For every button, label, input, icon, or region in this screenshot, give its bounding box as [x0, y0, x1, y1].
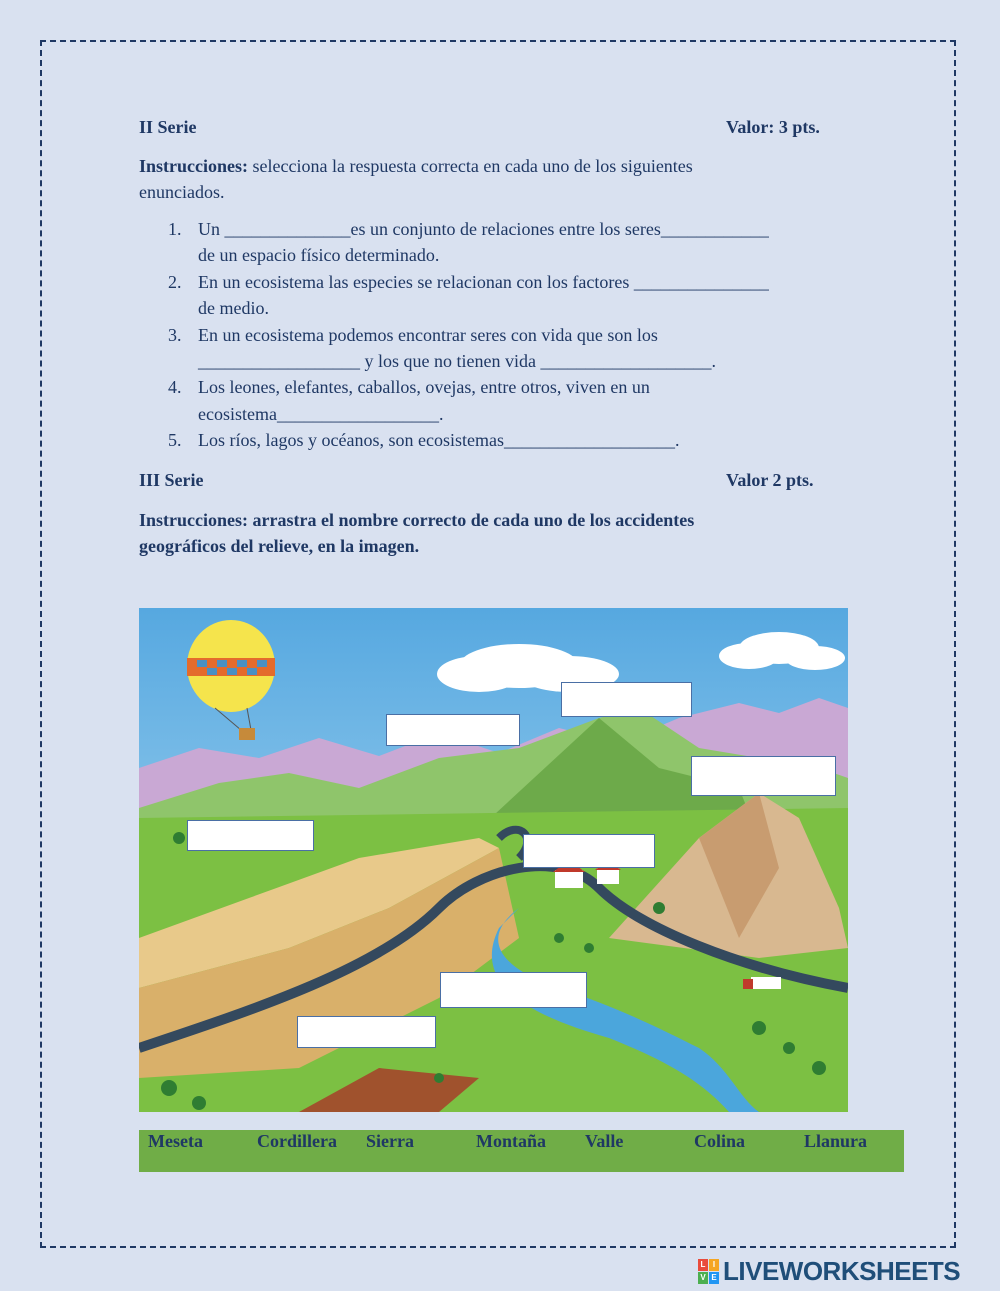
serie2-value: Valor: 3 pts. — [726, 117, 820, 137]
serie2-instructions — [139, 153, 859, 205]
word-meseta[interactable]: Meseta — [148, 1131, 203, 1151]
question-item: 2. En un ecosistema las especies se relacionan con los factores _______________ de medio. — [168, 271, 769, 319]
drop-zone[interactable] — [386, 714, 520, 746]
landscape-illustration — [139, 608, 848, 1112]
serie3-instructions: Instrucciones: arrastra el nombre correcto de cada uno de los accidentes geográficos del relieve, en la imagen. — [139, 510, 695, 556]
instr-text-2: enunciados. — [139, 182, 225, 202]
question-list — [168, 216, 868, 454]
drop-zone[interactable] — [691, 756, 836, 796]
question-line: __________________ y los que no tienen vida ___________________. — [198, 351, 716, 372]
question-line: ecosistema__________________. — [198, 403, 444, 424]
question-item: 5. Los ríos, lagos y océanos, son ecosistemas___________________. — [168, 430, 680, 451]
relief-landscape-image — [139, 608, 848, 1112]
instr-text: selecciona la respuesta correcta en cada uno de los siguientes — [248, 156, 693, 176]
drop-zone[interactable] — [523, 834, 655, 868]
question-line: Los leones, elefantes, caballos, ovejas, entre otros, viven en un — [198, 377, 650, 398]
serie3-value: Valor 2 pts. — [726, 470, 814, 490]
word-valle[interactable]: Valle — [585, 1131, 624, 1151]
question-line: Los ríos, lagos y océanos, son ecosistemas___________________. — [198, 430, 680, 451]
instr-label: Instrucciones: — [139, 156, 248, 176]
question-item: 3. En un ecosistema podemos encontrar seres con vida que son los __________________ y los que no tienen vida ___________________. — [168, 324, 716, 372]
word-colina[interactable]: Colina — [694, 1131, 746, 1151]
question-line: de medio. — [198, 298, 269, 319]
question-line: de un espacio físico determinado. — [198, 245, 440, 266]
serie2-title: II Serie — [139, 117, 197, 137]
question-item: 4. Los leones, elefantes, caballos, ovejas, entre otros, viven en un ecosistema__________________. — [168, 377, 650, 424]
serie3-title: III Serie — [139, 470, 204, 490]
word-montana[interactable]: Montaña — [476, 1131, 547, 1151]
word-llanura[interactable]: Llanura — [804, 1131, 868, 1151]
drop-zone[interactable] — [440, 972, 587, 1008]
logo-blocks-icon: L I V E — [698, 1259, 719, 1284]
logo-text: LIVEWORKSHEETS — [723, 1255, 961, 1286]
word-sierra[interactable]: Sierra — [366, 1131, 414, 1151]
drop-zone[interactable] — [297, 1016, 436, 1048]
question-item: 1. Un ______________es un conjunto de relaciones entre los seres____________ de un espacio físico determinado. — [168, 219, 769, 266]
question-line: En un ecosistema podemos encontrar seres con vida que son los — [198, 324, 658, 345]
question-line: Un ______________es un conjunto de relaciones entre los seres____________ — [198, 219, 769, 239]
drop-zone[interactable] — [187, 820, 314, 851]
question-line: En un ecosistema las especies se relacionan con los factores _______________ — [198, 271, 769, 292]
drop-zone[interactable] — [561, 682, 692, 717]
word-cordillera[interactable]: Cordillera — [257, 1131, 337, 1151]
liveworksheets-logo — [698, 1257, 960, 1285]
